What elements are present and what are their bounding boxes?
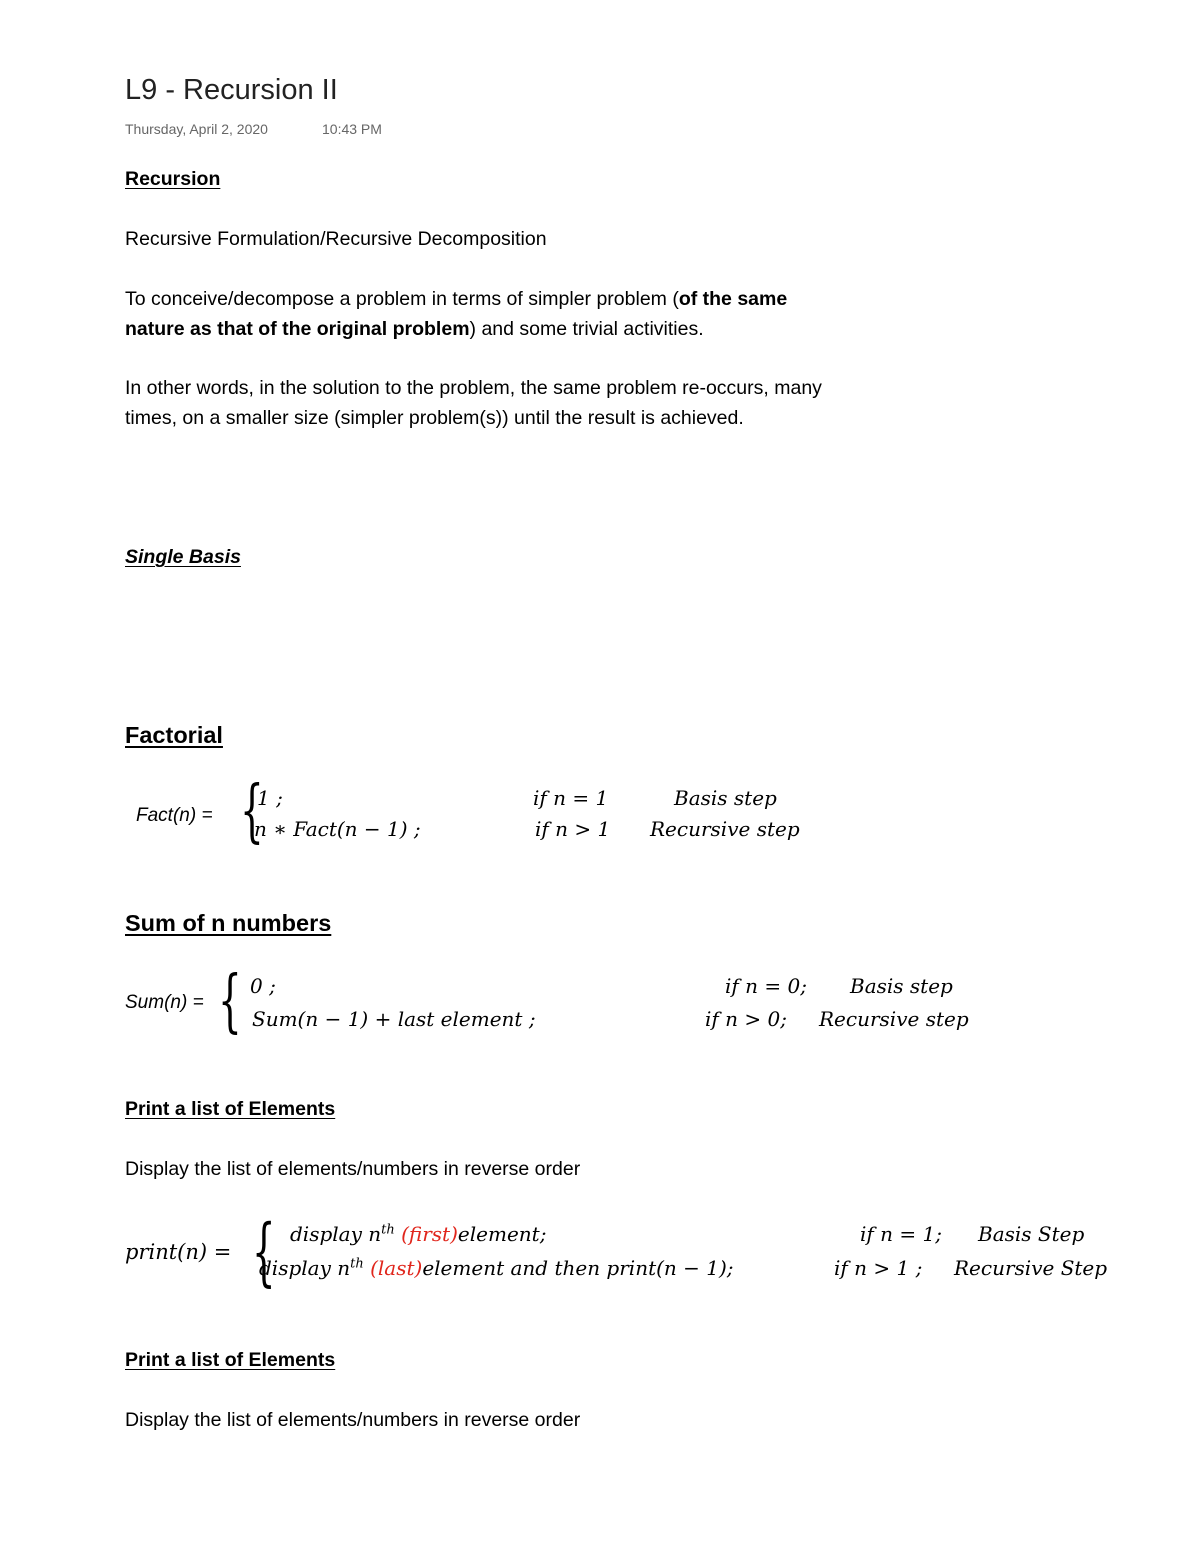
page-date: Thursday, April 2, 2020 [125, 121, 268, 137]
print-case1-tail: element; [457, 1222, 547, 1246]
intro-text: To conceive/decompose a problem in terms of simpler problem ( [125, 288, 679, 310]
print-case2-text: display n [259, 1256, 351, 1280]
print-description-2: Display the list of elements/numbers in reverse order [125, 1409, 581, 1431]
factorial-brace: { [240, 772, 264, 851]
factorial-case1-label: Basis step [674, 786, 777, 810]
sum-case1-cond: if n = 0; [725, 974, 807, 998]
print-case2-label: Recursive Step [954, 1256, 1108, 1280]
print-heading-1: Print a list of Elements [125, 1098, 336, 1120]
page-time: 10:43 PM [322, 121, 382, 137]
print-case1-text: display n [290, 1222, 382, 1246]
sum-case2-label: Recursive step [819, 1007, 969, 1031]
factorial-heading: Factorial [125, 722, 223, 748]
print-case1-label: Basis Step [978, 1222, 1085, 1246]
print-heading-2: Print a list of Elements [125, 1349, 336, 1371]
intro-paragraph-1-line-2 [125, 318, 704, 341]
sum-brace: { [218, 962, 242, 1041]
factorial-case1-expr: 1 ; [257, 786, 283, 810]
factorial-lhs: Fact(n) = [136, 805, 213, 826]
page-title: L9 - Recursion II [125, 74, 338, 106]
sum-case2-expr: Sum(n − 1) + last element ; [252, 1007, 536, 1031]
print-case2-highlight: (last) [363, 1256, 423, 1280]
print-case2-sup: th [350, 1256, 364, 1272]
print-description-1: Display the list of elements/numbers in reverse order [125, 1158, 581, 1180]
print-case1-highlight: (first) [394, 1222, 458, 1246]
intro-text: ) and some trivial activities. [469, 318, 704, 340]
intro-emphasis: of the same [678, 288, 788, 310]
intro-paragraph-2-line-1: In other words, in the solution to the problem, the same problem re-occurs, many [125, 377, 822, 399]
intro-paragraph-2-line-2: times, on a smaller size (simpler problem(s)) until the result is achieved. [125, 407, 744, 429]
print-case2-expr [259, 1256, 734, 1280]
print-case1-expr [290, 1222, 546, 1246]
factorial-case2-cond: if n > 1 [535, 817, 611, 841]
factorial-case1-cond: if n = 1 [533, 786, 609, 810]
recursion-subheading: Recursive Formulation/Recursive Decomposition [125, 228, 547, 250]
sum-case1-label: Basis step [850, 974, 953, 998]
print-case2-cond: if n > 1 ; [834, 1256, 923, 1280]
print-brace: { [252, 1209, 276, 1295]
print-case1-sup: th [381, 1222, 395, 1238]
sum-lhs: Sum(n) = [125, 992, 204, 1013]
single-basis-heading: Single Basis [125, 546, 241, 568]
recursion-heading: Recursion [125, 168, 221, 190]
sum-case2-cond: if n > 0; [705, 1007, 787, 1031]
intro-paragraph-1-line-1 [125, 288, 787, 311]
factorial-case2-expr: n ∗ Fact(n − 1) ; [254, 817, 421, 841]
print-case1-cond: if n = 1; [860, 1222, 942, 1246]
sum-case1-expr: 0 ; [250, 974, 276, 998]
print-case2-tail: element and then print(n − 1); [422, 1256, 734, 1280]
factorial-case2-label: Recursive step [650, 817, 800, 841]
sum-heading: Sum of n numbers [125, 910, 332, 936]
intro-emphasis: nature as that of the original problem [125, 318, 470, 340]
print-lhs: print(n) = [125, 1240, 232, 1264]
